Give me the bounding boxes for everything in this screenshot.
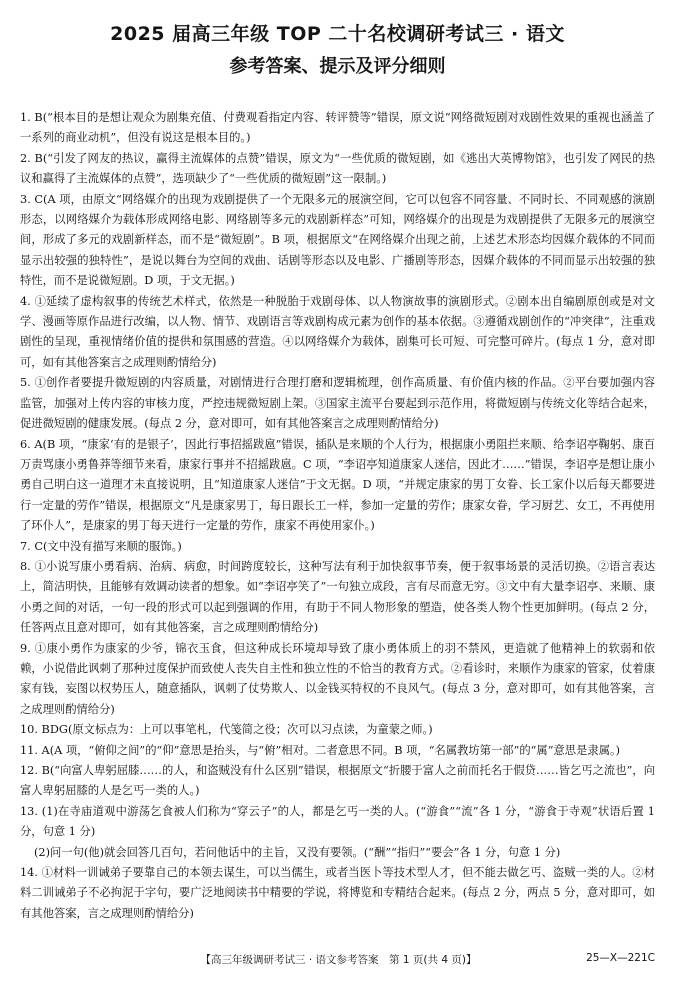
answer-item-13-1: 13. (1)在寺庙道观中游荡乞食被人们称为“穿云子”的人，都是乞丐一类的人。(“游食”“流”各 1 分，“游食于寺观”状语后置 1 分，句意 1 分)	[20, 804, 655, 839]
answer-item-10: 10. BDG(原文标点为：上可以事笔札，代笺简之役；次可以习点读，为童蒙之师。)	[20, 723, 433, 737]
answer-list	[20, 108, 655, 924]
answer-item-11: 11. A(A 项，“俯仰之间”的“仰”意思是抬头，与“俯”相对。二者意思不同。B 项，“名属教坊第一部”的“属”意思是隶属。)	[20, 743, 621, 757]
page-subtitle: 参考答案、提示及评分细则	[229, 56, 446, 77]
page-title: 2025 届高三年级 TOP 二十名校调研考试三 · 语文	[110, 23, 565, 45]
answer-item-3: 3. C(A 项，由原文“网络媒介的出现为戏剧提供了一个无限多元的展演空间，它可以包容不同容量、不同时长、不同观感的演剧形态，以网络媒介为载体形成网络电影、网络剧等多元的戏剧新样态”可知，网络媒介的出现是为戏剧提供了无限多元的展演空间，形成了多元的戏剧新样态，而不是“微短剧”。B 项，根据原文“在网络媒介出现之前，上述艺术形态均因媒介载体的不同而显示出较强的独特性”，是说以舞台为空间的戏曲、话剧等形态以及电影、广播剧等形态，因媒介载体的不同而显示出较强的独特性，而不是说微短剧。D 项，于文无据。)	[20, 192, 655, 288]
footer-page-info: 【高三年级调研考试三 · 语文参考答案 第 1 页(共 4 页)】	[200, 954, 477, 966]
answer-item-9: 9. ①康小勇作为康家的少爷，锦衣玉食，但这种成长环境却导致了康小勇体质上的羽不禁风，更造就了他精神上的软弱和依赖，小说借此讽刺了那种过度保护而致使人丧失自主性和独立性的不恰当的教育方式。②看诊时，来顺作为康家的管家，仗着康家有钱，妄图以权势压人，随意插队，讽刺了仗势欺人、以金钱买特权的不良风气。(每点 3 分，意对即可，如有其他答案，言之成理则酌情给分)	[20, 641, 655, 716]
answer-item-6: 6. A(B 项，“康家‘有的是银子’，因此行事招摇跋扈”错误，插队是来顺的个人行为，根据康小勇阻拦来顺、给李诏亭鞠躬、康百万责骂康小勇鲁莽等细节来看，康家行事并不招摇跋扈。C 项，“李诏亭知道康家人迷信，因此才……”错误，李诏亭是想让康小勇自己明白这一道理才未直接说明，且“知道康家人迷信”于文无据。D 项，“并规定康家的男丁女眷、长工家仆以后每天都要进行一定量的劳作”错误，根据原文“凡是康家男丁，每日跟长工一样，参加一定量的劳作；康家女眷，学习厨艺、女工，不再使用了环仆人”，是康家的男丁每天进行一定量的劳作，康家不再使用家仆。)	[20, 437, 655, 533]
answer-item-14: 14. ①材料一训诫弟子要靠自己的本领去谋生，可以当儒生，或者当医卜等技术型人才，但不能去做乞丐、盗贼一类的人。②材料二训诫弟子不必拘泥于字句，要广泛地阅读书中精要的学说，将博览和专精结合起来。(每点 2 分，两点 5 分，意对即可，如有其他答案，言之成理则酌情给分)	[20, 866, 655, 920]
footer-exam-code: 25—X—221C	[586, 952, 655, 964]
answer-item-4: 4. ①延续了虚构叙事的传统艺术样式，依然是一种脱胎于戏剧母体、以人物演故事的演剧形式。②剧本出自编剧原创或是对文学、漫画等原作品进行改编，以人物、情节、戏剧语言等戏剧构成元素为创作的基本依据。③遵循戏剧创作的“冲突律”，注重戏剧性的呈现，重视情绪价值的提供和氛围感的营造。④以网络媒介为载体，剧集可长可短、可完整可碎片。(每点 1 分，意对即可，如有其他答案言之成理则酌情给分)	[20, 294, 655, 369]
answer-item-13-2: (2)问一句(他)就会回答几百句，若问他话中的主旨，又没有要领。(“酬”“指归”“要会”各 1 分，句意 1 分)	[34, 845, 561, 859]
answer-item-2: 2. B(“引发了网友的热议，赢得主流媒体的点赞”错误，原文为“一些优质的微短剧，如《逃出大英博物馆》，也引发了网民的热议和赢得了主流媒体的点赞”，选项缺少了“一些优质的微短剧”这一限制。)	[20, 151, 655, 186]
answer-item-12: 12. B(“向富人卑躬屈膝……的人，和盗贼没有什么区别”错误，根据原文“折腰于富人之前而托名于假贷……皆乞丐之流也”，向富人卑躬屈膝的人是乞丐一类的人。)	[20, 764, 655, 798]
page-footer	[0, 952, 677, 967]
answer-item-7: 7. C(文中没有描写来顺的服饰。)	[20, 539, 182, 553]
answer-item-8: 8. ①小说写康小勇看病、治病、病愈，时间跨度较长，这种写法有利于加快叙事节奏，便于叙事场景的灵活切换。②语言表达上，简洁明快，且能够有效调动读者的想象。如“李诏亭笑了”一句独立成段，言有尽而意无穷。③文中有大量李诏亭、来顺、康小勇之间的对话，一句一段的形式可以起到强调的作用，有助于不同人物形象的塑造，使各类人物个性更加鲜明。(每点 2 分，任答两点且意对即可，如有其他答案，言之成理则酌情给分)	[20, 559, 655, 635]
answer-item-1: 1. B(“根本目的是想让观众为剧集充值、付费观看指定内容、转评赞等”错误，原文说“网络微短剧对戏剧性效果的重视也涵盖了一系列的商业动机”，但没有说这是根本目的。)	[20, 111, 655, 145]
answer-item-5: 5. ①创作者要提升微短剧的内容质量，对剧情进行合理打磨和逻辑梳理，创作高质量、有价值内核的作品。②平台要加强内容监管，加强对上传内容的审核力度，严控违规微短剧上架。③国家主流平台要起到示范作用，将微短剧与传统文化等结合起来，促进微短剧的健康发展。(每点 2 分，意对即可，如有其他答案言之成理则酌情给分)	[20, 376, 655, 431]
